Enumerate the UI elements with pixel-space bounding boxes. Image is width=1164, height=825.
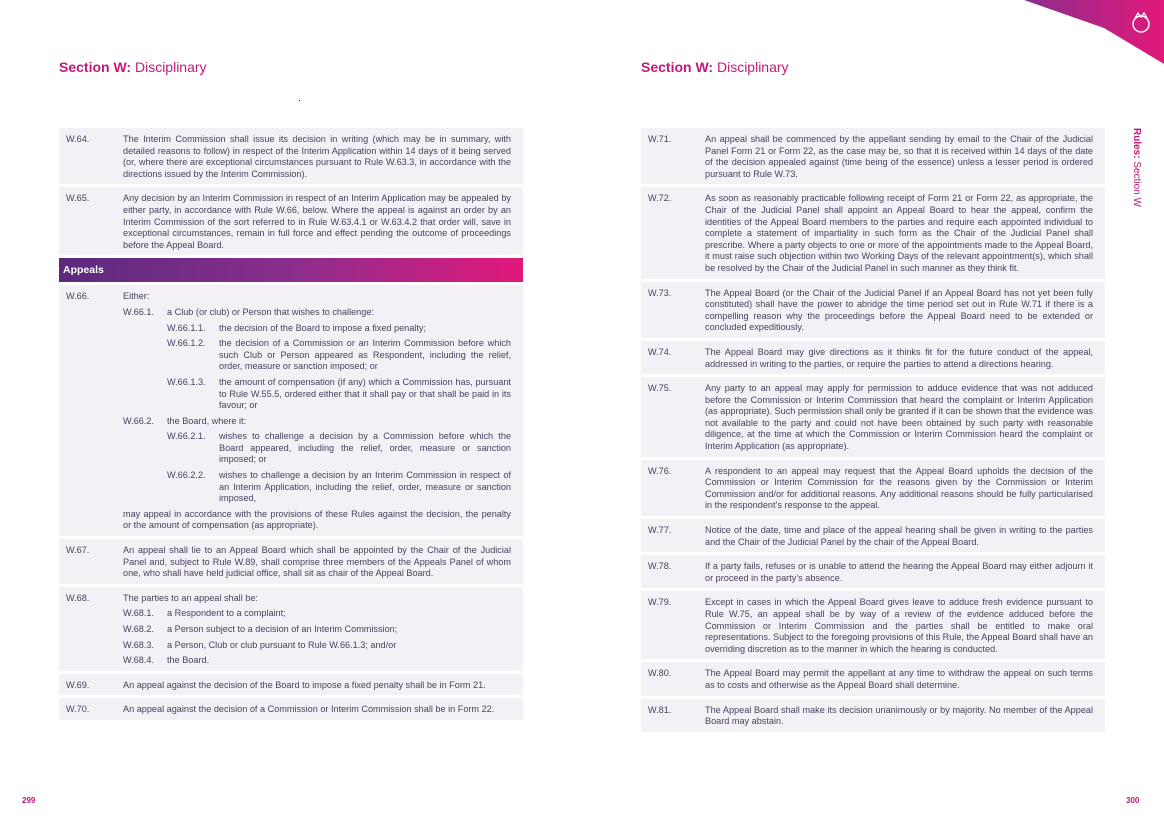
subrule-text: a Respondent to a complaint; (167, 608, 286, 619)
page-number-right: 300 (1126, 796, 1140, 805)
subrule-number: W.66.1.3. (167, 376, 206, 387)
rule-text: An appeal shall lie to an Appeal Board which shall be appointed by the Chair of the Judicial Panel and, subject to Rule W.89, shall comprise three members of the Appeals Panel of whom one, who shall have held judicial office, shall sit as chair of the Appeal Board. (123, 545, 511, 579)
page-title-right (641, 59, 789, 75)
page-number-left: 299 (22, 796, 36, 805)
right-column (641, 128, 1105, 735)
rule-number: W.67. (66, 545, 90, 556)
rule-w66 (59, 285, 523, 539)
section-title: Disciplinary (134, 59, 207, 75)
rule-number: W.76. (648, 465, 672, 476)
rule-w79 (641, 591, 1105, 662)
subrule-number: W.66.1.1. (167, 322, 206, 333)
rule-number: W.74. (648, 346, 672, 357)
subrule-text: wishes to challenge a decision by an Interim Commission in respect of an Interim Application, including the relief, order, measure or sanction imposed, (219, 470, 511, 504)
subrule-text: a Person subject to a decision of an Interim Commission; (167, 624, 398, 634)
rule-number: W.73. (648, 287, 672, 298)
subrule-number: W.68.4. (123, 655, 154, 666)
rule-number: W.77. (648, 525, 672, 536)
rule-number: W.70. (66, 704, 90, 715)
appeals-heading: Appeals (59, 258, 523, 285)
rule-number: W.71. (648, 134, 672, 144)
subrule-number: W.68.3. (123, 639, 154, 650)
subrule-number: W.66.2.2. (167, 470, 206, 481)
rule-text: A respondent to an appeal may request that the Appeal Board upholds the decision of the Commission or Interim Commission for the reasons given by the Commission or Interim Commission and/or for additional reasons. Any additional reasons should be fully particularised in the respondent’s response to the appeal. (705, 465, 1093, 511)
subrule-text: the amount of compensation (if any) which a Commission has, pursuant to Rule W.55.5, ordered either that it shall pay or that shall be paid in its favour; or (219, 376, 511, 411)
rule-w65 (59, 187, 523, 258)
subrule-w68-3 (123, 640, 511, 652)
rule-text: If a party fails, refuses or is unable to attend the hearing the Appeal Board may either adjourn it or proceed in the party’s absence. (705, 561, 1093, 583)
subrule-number: W.66.2.1. (167, 431, 206, 442)
subrule-text: the Board. (167, 655, 210, 666)
rule-text: The Appeal Board may give directions as it thinks fit for the future conduct of the appeal, addressed in writing to the parties, or require the parties to attend a directions hearing. (705, 346, 1093, 369)
subrule-w66-1-2 (167, 338, 511, 373)
rule-number: W.69. (66, 679, 90, 690)
subrule-number: W.66.1. (123, 306, 154, 317)
rule-number: W.72. (648, 193, 672, 204)
subrule-text: the decision of a Commission or an Interim Commission before which such Club or Person appeared as Respondent, including the relief, order, measure or sanction imposed; or (219, 338, 511, 372)
rule-w77 (641, 519, 1105, 555)
rule-text: The Appeal Board shall make its decision unanimously or by majority. No member of the Appeal Board may abstain. (705, 704, 1093, 727)
subrule-text: the decision of the Board to impose a fixed penalty; (219, 322, 426, 333)
subrule-text: a Club (or club) or Person that wishes to challenge: (167, 306, 374, 317)
rule-text: Any party to an appeal may apply for permission to adduce evidence that was not adduced before the Commission or Interim Commission that heard the complaint or Interim Application (as appropriate). Such permission shall only be granted if it can be shown that the evidence was not available to the party and could not have been obtained by such party with reasonable diligence, at the time at which the Commission or Interim Commission heard the complaint or Interim Application (as appropriate). (705, 383, 1093, 452)
rule-number: W.78. (648, 561, 672, 572)
subrule-number: W.66.1.2. (167, 338, 206, 349)
rule-w64 (59, 128, 523, 187)
section-title: Disciplinary (716, 59, 789, 75)
subrule-w66-1 (123, 307, 511, 319)
rule-number: W.65. (66, 193, 90, 204)
subrule-w66-2-1 (167, 431, 511, 466)
rule-number: W.79. (648, 597, 672, 608)
rule-text: The Appeal Board may permit the appellant at any time to withdraw the appeal on such terms as to costs and otherwise as the Appeal Board shall determine. (705, 668, 1093, 690)
page-title-left (59, 59, 207, 75)
rule-intro: The parties to an appeal shall be: (123, 592, 258, 603)
rule-text: An appeal shall be commenced by the appellant sending by email to the Chair of the Judicial Panel Form 21 or Form 22, as the case may be, so that it is received within 14 days of the date of the decision appealed against (time being of the essence) unless a lesser period is ordered pursuant to Rule W.73. (705, 134, 1093, 179)
section-label: Section W: (59, 59, 132, 75)
rule-w78 (641, 555, 1105, 591)
subrule-w66-1-3 (167, 377, 511, 412)
rule-number: W.81. (648, 704, 672, 715)
rule-text: The Appeal Board (or the Chair of the Judicial Panel if an Appeal Board has not yet been fully constituted) shall have the power to abridge the time period set out in Rule W.71 if there is a compelling reason why the proceedings before the Appeal Board need to be extended or concluded expeditiously. (705, 287, 1093, 333)
rule-number: W.75. (648, 383, 672, 394)
subrule-w68-1 (123, 608, 511, 620)
rule-w69 (59, 674, 523, 699)
rule-w74 (641, 341, 1105, 377)
section-label: Section W: (641, 59, 714, 75)
rule-w67 (59, 539, 523, 587)
subrule-w68-2 (123, 624, 511, 636)
rule-number: W.80. (648, 668, 672, 679)
rule-intro: Either: (123, 291, 150, 302)
rule-w76 (641, 460, 1105, 519)
corner-logo-band (1004, 0, 1164, 70)
subrule-w66-2-2 (167, 470, 511, 505)
rule-w73 (641, 282, 1105, 341)
rule-text: An appeal against the decision of the Board to impose a fixed penalty shall be in Form 21. (123, 679, 486, 690)
rule-w70 (59, 698, 523, 723)
side-rules-label (1128, 128, 1144, 218)
left-column (59, 128, 523, 723)
rule-number: W.66. (66, 291, 90, 302)
side-label-bold: Rules: (1131, 128, 1142, 159)
rule-outro: may appeal in accordance with the provisions of these Rules against the decision, the penalty or the amount of compensation (as appropriate). (123, 508, 511, 531)
rule-text: Except in cases in which the Appeal Board gives leave to adduce fresh evidence pursuant to Rule W.75, an appeal shall be by way of a review of the evidence adduced before the Commission or Interim Commission and the parties shall be entitled to make oral representations. Subject to the foregoing provisions of this Rule, the Appeal Board shall have an overriding discretion as to the manner in which the hearing is conducted. (705, 597, 1093, 654)
subrule-number: W.68.2. (123, 624, 154, 634)
rule-w80 (641, 662, 1105, 698)
rule-w81 (641, 699, 1105, 735)
rule-number: W.68. (66, 592, 90, 603)
subrule-number: W.68.1. (123, 608, 154, 619)
subrule-w66-2 (123, 416, 511, 428)
rule-text: Any decision by an Interim Commission in respect of an Interim Application may be appealed by either party, in accordance with Rule W.66, below. Where the appeal is against an order by an Interim Commission of the sort referred to in Rule W.63.4.1 or W.63.4.2 that order will, save in exceptional circumstances, remain in full force and effect pending the outcome of proceedings before the Appeal Board. (123, 193, 511, 250)
subrule-text: a Person, Club or club pursuant to Rule W.66.1.3; and/or (167, 639, 397, 650)
rule-text: An appeal against the decision of a Commission or Interim Commission shall be in Form 22. (123, 704, 495, 715)
subrule-w66-1-1 (167, 323, 511, 335)
subrule-text: wishes to challenge a decision by a Commission before which the Board appeared, including the relief, order, measure or sanction imposed; or (219, 431, 511, 465)
stray-mark (299, 100, 300, 101)
subrule-text: the Board, where it: (167, 415, 247, 426)
rule-text: The Interim Commission shall issue its decision in writing (which may be in summary, with detailed reasons to follow) in respect of the Interim Application within 14 days of it being served (or, where there are exceptional circumstances pursuant to Rule W.63.3, in accordance with the directions issued by the Interim Commission). (123, 134, 511, 179)
subrule-number: W.66.2. (123, 415, 154, 426)
side-label-text: Section W (1131, 161, 1142, 207)
rule-text: Notice of the date, time and place of the appeal hearing shall be given in writing to the parties and the Chair of the Judicial Panel by the chair of the Appeal Board. (705, 525, 1093, 547)
rule-w72 (641, 187, 1105, 281)
rule-w71 (641, 128, 1105, 187)
subrule-w68-4 (123, 655, 511, 667)
rule-number: W.64. (66, 134, 90, 144)
rule-w75 (641, 377, 1105, 460)
rule-w68 (59, 587, 523, 674)
rule-text: As soon as reasonably practicable following receipt of Form 21 or Form 22, as appropriate, the Chair of the Judicial Panel shall appoint an Appeal Board to hear the appeal, confirm the identities of the Appeal Board members to the parties and require each appointed individual to complete a statement of impartiality in such form as the Chair of the Judicial Panel shall prescribe. Where a party objects to one or more of the appointments made to the Appeal Board, it must raise such objection within two Working Days of the relevant appointment(s), which shall be resolved by the Chair of the Judicial Panel in such manner as they think fit. (705, 193, 1093, 273)
